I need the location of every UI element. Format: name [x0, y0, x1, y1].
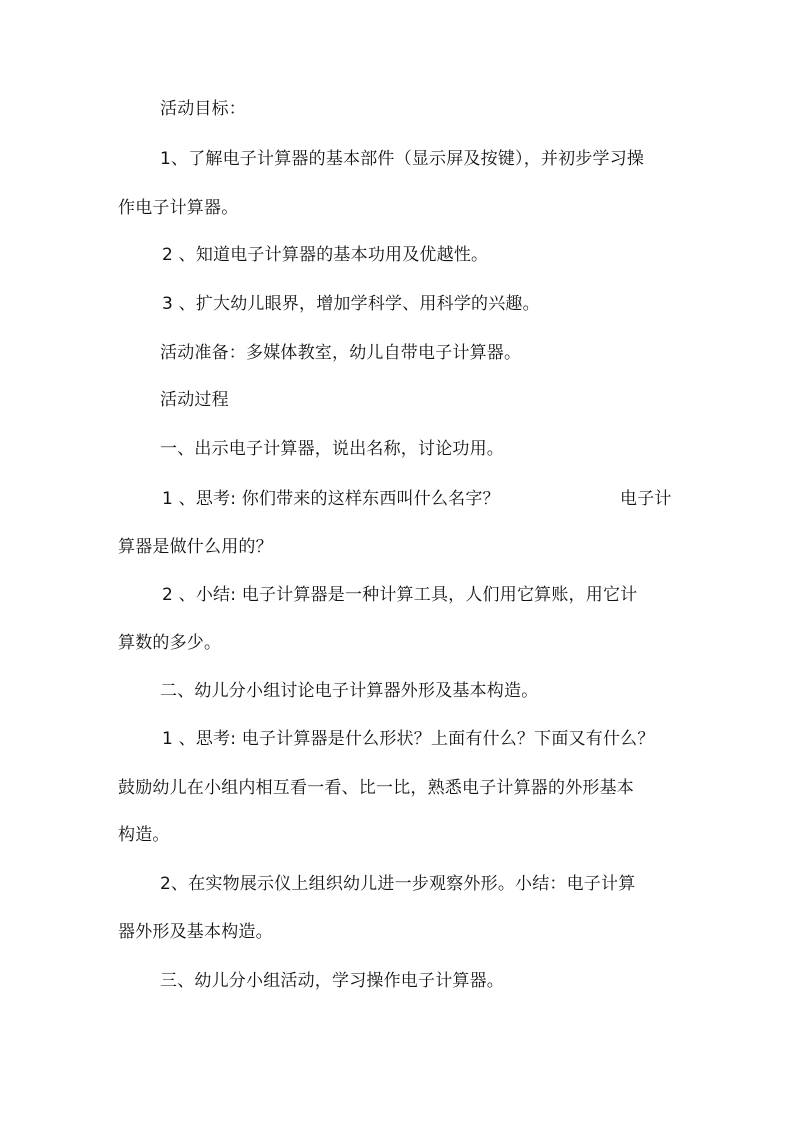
paragraph-line: 3 、扩大幼儿眼界，增加学科学、用科学的兴趣。 — [162, 294, 540, 314]
paragraph-line: 一、出示电子计算器，说出名称，讨论功用。 — [160, 439, 504, 459]
paragraph-line: 二、幼儿分小组讨论电子计算器外形及基本构造。 — [160, 681, 539, 701]
paragraph-line: 1 、思考: 你们带来的这样东西叫什么名字？ — [162, 489, 500, 509]
paragraph-line: 1、了解电子计算器的基本部件（显示屏及按键），并初步学习操 — [160, 149, 645, 169]
paragraph-line: 算器是做什么用的？ — [118, 537, 273, 557]
paragraph-line: 构造。 — [118, 825, 170, 845]
paragraph-line: 鼓励幼儿在小组内相互看一看、比一比，熟悉电子计算器的外形基本 — [118, 778, 634, 798]
paragraph-line: 电子计 — [620, 489, 672, 509]
paragraph-line: 2、在实物展示仪上组织幼儿进一步观察外形。小结：电子计算 — [160, 874, 636, 894]
paragraph-line: 2 、小结: 电子计算器是一种计算工具，人们用它算账，用它计 — [162, 585, 638, 605]
paragraph-line: 三、幼儿分小组活动，学习操作电子计算器。 — [160, 971, 504, 991]
heading-activity-process: 活动过程 — [160, 390, 229, 410]
paragraph-line: 作电子计算器。 — [118, 198, 239, 218]
paragraph-line: 算数的多少。 — [118, 633, 222, 653]
paragraph-line: 器外形及基本构造。 — [118, 922, 273, 942]
paragraph-line: 1 、思考: 电子计算器是什么形状？上面有什么？下面又有什么？ — [162, 729, 655, 749]
paragraph-line: 2 、知道电子计算器的基本功用及优越性。 — [162, 245, 489, 265]
paragraph-line: 活动准备：多媒体教室，幼儿自带电子计算器。 — [160, 343, 522, 363]
heading-activity-goals: 活动目标： — [160, 99, 246, 119]
